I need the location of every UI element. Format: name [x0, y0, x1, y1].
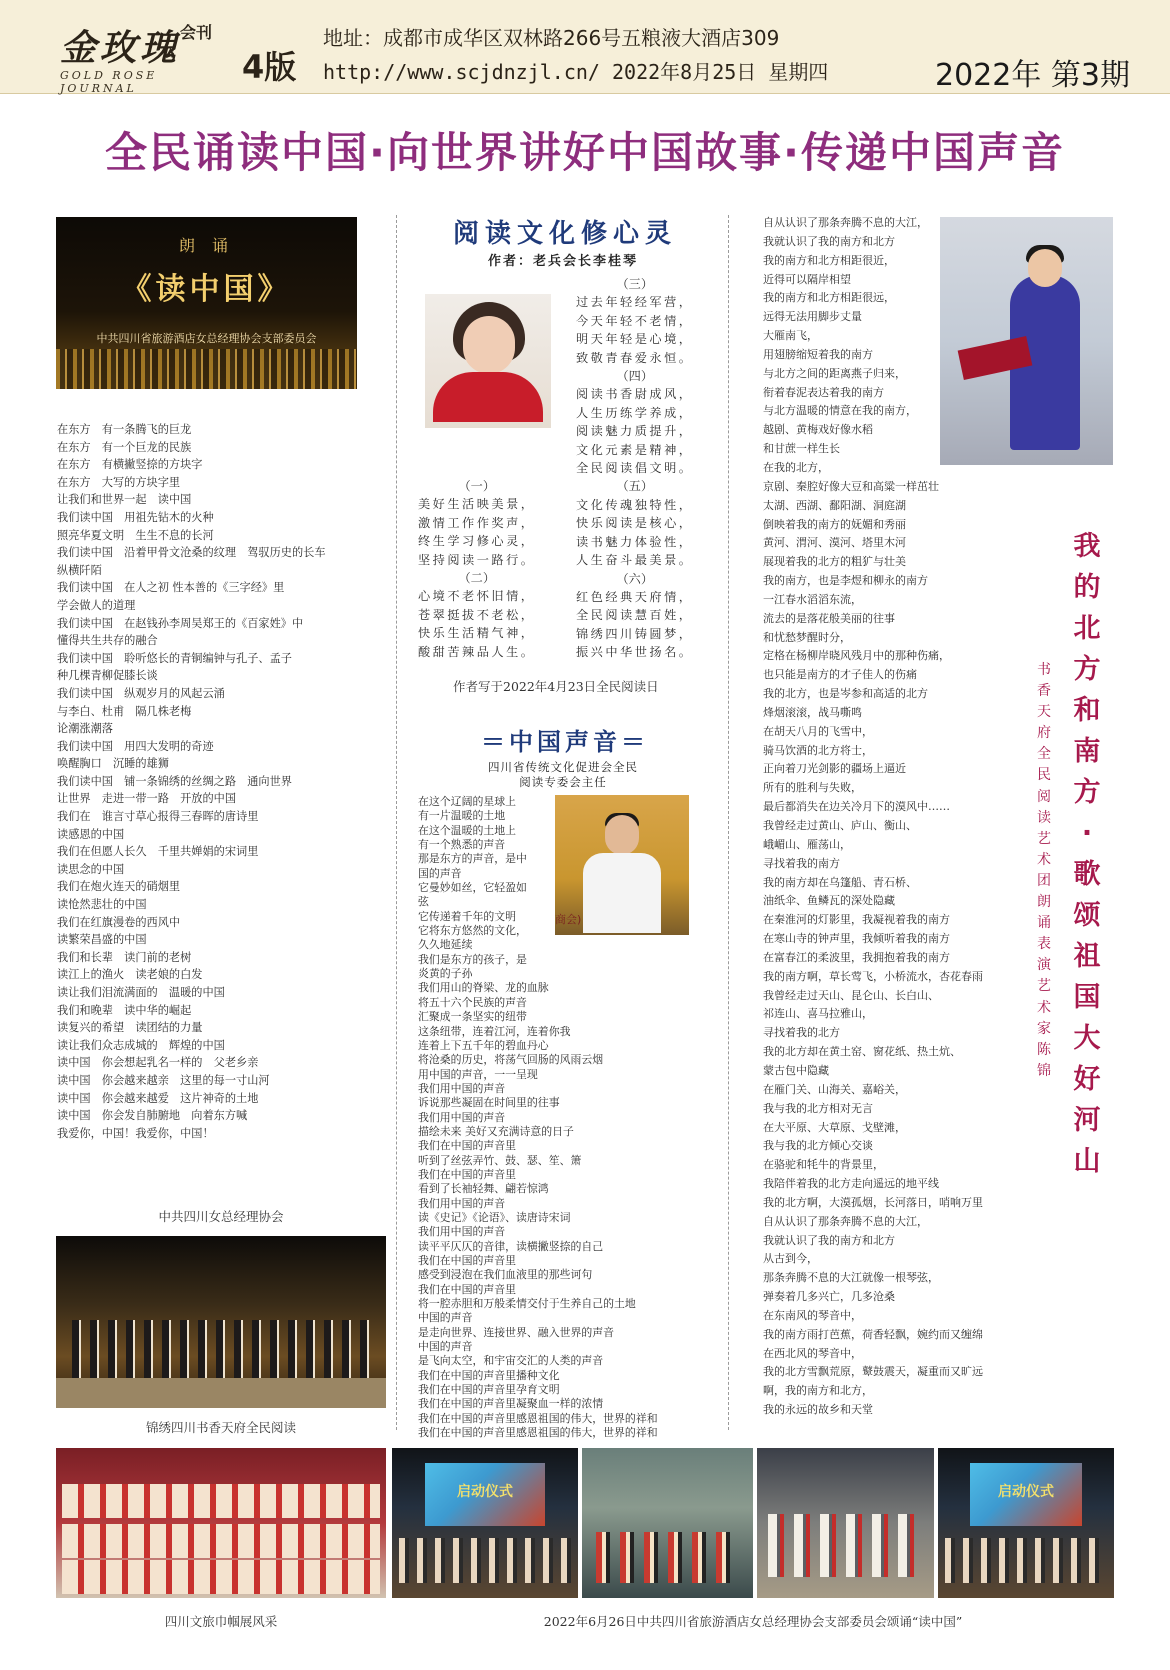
- poem-line: 正向着刀光剑影的疆场上逼近: [763, 762, 906, 776]
- poem-line: 我的南方啊，草长莺飞，小桥流水，杏花春雨: [763, 969, 983, 983]
- poem-line: 在大平原、大草原、戈壁滩，: [763, 1120, 906, 1134]
- left-signature: 中共四川女总经理协会: [158, 1209, 284, 1224]
- poem-line: 我的南方雨打芭蕉，荷香轻飘，婉约而又缠绵: [763, 1327, 983, 1341]
- china-voice-poem: [418, 795, 718, 1440]
- ceremony-photo-2: [582, 1448, 753, 1598]
- ceremony-screen-text-1: 启动仪式: [457, 1484, 513, 1500]
- bottom-caption-right: 2022年6月26日中共四川省旅游酒店女总经理协会支部委员会颂诵“读中国”: [543, 1614, 963, 1629]
- poem-line: 与北方之间的距离燕子归来，: [763, 366, 906, 380]
- poem-line: 中国的声音: [418, 1311, 473, 1325]
- poem-line: 有一片温暖的土地: [418, 809, 506, 823]
- poem-line: 在东南风的琴音中，: [763, 1308, 862, 1322]
- vertical-poem-title: [1069, 526, 1105, 1182]
- poster-line-1: 朗 诵: [178, 236, 235, 255]
- china-voice-byline: [458, 760, 668, 790]
- poem-line: 我们读中国 沿着甲骨文沧桑的纹理 驾驭历史的长车: [57, 546, 326, 560]
- poem-line: 读让我们众志成城的 辉煌的中国: [57, 1038, 225, 1052]
- poem-line: 快乐生活精气神，: [418, 626, 536, 641]
- title-char: 大: [1073, 1023, 1101, 1054]
- poem-line: 致敬青春爱永恒。: [576, 350, 694, 365]
- poem-line: 我曾经走过黄山、庐山、衡山、: [763, 819, 917, 832]
- poem-line: 文化元素是精神，: [576, 442, 694, 457]
- poem-line: 它传递着千年的文明: [418, 909, 517, 923]
- poem-line: 是走向世界、连接世界、融入世界的声音: [418, 1325, 615, 1339]
- address-text: 地址：成都市成华区双林路266号五粮液大酒店309: [323, 26, 780, 50]
- title-char: 我: [1073, 531, 1101, 562]
- ceremony-photo-4: [938, 1448, 1114, 1598]
- poem-line: 我们在中国的声音里: [418, 1167, 517, 1181]
- poem-line: 快乐阅读是核心，: [576, 516, 694, 531]
- poem-line: 远得无法用脚步丈量: [763, 310, 862, 324]
- poem-line: 我们在中国的声音里感恩祖国的伟大，世界的祥和: [418, 1426, 658, 1440]
- poem-line: 懂得共生共存的融合: [57, 634, 158, 648]
- voice-byline-2: 阅读专委会主任: [519, 775, 607, 789]
- poem-line: 我爱你，中国！我爱你，中国！: [57, 1126, 214, 1140]
- ceremony-people-4: [945, 1538, 1107, 1583]
- poem-line: 我的北方，也是岑参和高适的北方: [763, 687, 928, 701]
- credit-char: 全: [1037, 746, 1051, 763]
- poem-line: （六）: [616, 571, 654, 586]
- poem-line: 阅读魅力质提升，: [576, 424, 694, 439]
- poem-line: 读书魅力体验性，: [576, 534, 694, 549]
- poem-line: 和忧愁梦醒时分，: [763, 630, 851, 644]
- poem-line: 我就认识了我的南方和北方: [763, 1233, 895, 1247]
- poem-line: 在寒山寺的钟声里，我倾听着我的南方: [763, 932, 950, 946]
- poem-line: 我们读中国 铺一条锦绣的丝绸之路 通向世界: [57, 774, 292, 788]
- poem-line: 我们用中国的声音: [418, 1196, 506, 1210]
- poem-line: 红色经典天府情，: [576, 589, 694, 604]
- poem-line: 让我们和世界一起 读中国: [57, 493, 192, 507]
- poem-line: 读思念的中国: [57, 862, 125, 876]
- poem-line: 从古到今，: [763, 1252, 818, 1266]
- poem-line: 京剧、秦腔好像大豆和高粱一样茁壮: [763, 479, 939, 493]
- poem-line: 黄河、渭河、漠河、塔里木河: [763, 536, 906, 550]
- author-portrait: [425, 294, 551, 428]
- poem-line: 诉说那些凝固在时间里的往事: [418, 1096, 560, 1110]
- poem-line: 我们和长辈 读门前的老树: [57, 950, 192, 964]
- poster-line-2: 《读中国》: [121, 272, 292, 307]
- credit-char: 天: [1037, 704, 1051, 721]
- poem-line: 越剧、黄梅戏好像水稻: [763, 423, 873, 437]
- journal-logo: [60, 20, 230, 95]
- website-date-text: http://www.scjdnzjl.cn/ 2022年8月25日 星期四: [323, 60, 829, 84]
- poem-line: 我们读中国 在赵钱孙李周吴郑王的《百家姓》中: [57, 616, 304, 630]
- poem-line: 种几棵青柳促膝长谈: [57, 669, 158, 683]
- china-voice-title: ＝中国声音＝: [481, 727, 649, 756]
- title-char: 好: [1073, 1064, 1101, 1095]
- credit-char: 团: [1037, 872, 1051, 889]
- poem-line: 描绘未来 美好又充满诗意的日子: [418, 1124, 574, 1138]
- read-culture-poem-left: [418, 477, 536, 661]
- title-char: 祖: [1073, 941, 1101, 972]
- poem-line: 太湖、西湖、鄱阳湖、洞庭湖: [763, 498, 906, 512]
- poem-line: 在这个温暖的土地上: [418, 823, 517, 837]
- poem-line: （五）: [616, 479, 654, 494]
- poster-line-3: 中共四川省旅游酒店女总经理协会支部委员会: [96, 332, 317, 345]
- vertical-performer-credit: [1036, 660, 1052, 1082]
- voice-byline-1: 四川省传统文化促进会全民: [488, 760, 638, 774]
- poem-line: 这条纽带，连着江河，连着你我: [418, 1024, 571, 1038]
- credit-char: 朗: [1037, 894, 1051, 911]
- title-char: 歌: [1073, 859, 1101, 890]
- column-divider-right: [728, 215, 729, 1430]
- credit-char: 艺: [1037, 978, 1051, 995]
- credit-char: 民: [1037, 767, 1051, 784]
- poem-line: 在我的北方，: [763, 460, 829, 474]
- ceremony-people-3: [768, 1514, 924, 1577]
- poem-line: （二）: [458, 571, 496, 586]
- poem-line: 我就认识了我的南方和北方: [763, 234, 895, 248]
- poem-line: 唤醒胸口 沉睡的雄狮: [57, 757, 169, 771]
- credit-char: 府: [1037, 725, 1051, 742]
- poem-line: 寻找着我的南方: [763, 856, 840, 870]
- poem-line: 美好生活映美景，: [418, 497, 536, 512]
- poem-line: 我们在中国的声音里: [418, 1139, 517, 1153]
- poem-line: 我们用中国的声音: [418, 1110, 506, 1124]
- poem-line: 感受到浸泡在我们血液里的那些诃句: [418, 1268, 593, 1282]
- masthead: [0, 0, 1170, 94]
- portrait-face: [463, 316, 515, 374]
- poem-line: 我们用山的脊梁、龙的血脉: [418, 981, 549, 995]
- logo-en-text: GOLD ROSE JOURNAL: [60, 69, 158, 95]
- portrait-jacket: [433, 372, 543, 422]
- ceremony-screen-text-4: 启动仪式: [998, 1484, 1054, 1500]
- poem-line: 蒙古包中隐藏: [763, 1063, 829, 1077]
- logo-cn-text: 金玫瑰: [60, 27, 181, 69]
- stage-photo-caption: 锦绣四川书香天府全民阅读: [145, 1420, 296, 1435]
- credit-char: 香: [1037, 683, 1051, 700]
- title-char: 的: [1073, 572, 1101, 603]
- choir-row-2: [62, 1524, 380, 1558]
- poem-line: 有一个熟悉的声音: [418, 838, 506, 852]
- poem-line: 我们在红旗漫卷的西风中: [57, 915, 181, 929]
- reciter-photo: [940, 217, 1113, 465]
- poem-line: 我们在中国的声音里: [418, 1282, 517, 1296]
- poem-line: 我们读中国 在人之初 性本善的《三字经》里: [57, 581, 285, 595]
- poem-line: 让世界 走进一带一路 开放的中国: [57, 792, 237, 806]
- poem-line: 用翅膀缩短着我的南方: [763, 347, 873, 361]
- read-culture-author: 作者：老兵会长李桂琴: [487, 254, 638, 269]
- poem-line: 人生历练学养成，: [576, 405, 694, 420]
- poem-line: （三）: [616, 277, 654, 291]
- poem-line: 我的北方啊，大漠孤烟，长河落日，哨响万里: [763, 1195, 983, 1209]
- poem-line: 在骆驼和牦牛的背景里，: [763, 1158, 884, 1172]
- poem-line: 在东方 有一个巨龙的民族: [57, 440, 192, 454]
- bottom-caption-left: 四川文旅巾帼展风采: [164, 1614, 278, 1629]
- title-char: 南: [1073, 736, 1101, 767]
- poem-line: 我们在炮火连天的硝烟里: [57, 880, 181, 894]
- poem-line: 那条奔腾不息的大江就像一根琴弦，: [763, 1271, 939, 1285]
- poem-line: 读感恩的中国: [57, 827, 125, 841]
- poem-line: 祁连山、喜马拉雅山，: [763, 1007, 873, 1021]
- poem-line: 我们读中国 用四大发明的奇迹: [57, 739, 214, 753]
- credit-char: 锦: [1037, 1062, 1051, 1079]
- poem-line: 烽烟滚滚，战马嘶鸣: [763, 705, 862, 719]
- poem-line: 流去的是落花般美丽的往事: [763, 611, 895, 625]
- stage-floor: [56, 1378, 386, 1408]
- poem-line: 我曾经走过天山、昆仑山、长白山、: [763, 988, 939, 1002]
- poem-line: 它曼妙如丝，它轻盈如: [418, 881, 527, 895]
- poem-line: 那是东方的声音，是中: [418, 852, 527, 866]
- poem-line: 展现着我的北方的粗犷与壮美: [763, 555, 906, 569]
- poem-line: 苍翠挺拔不老松，: [418, 607, 536, 622]
- credit-char: 陈: [1037, 1041, 1051, 1058]
- credit-char: 表: [1037, 936, 1051, 953]
- poster-cityscape: [56, 349, 357, 389]
- poem-line: 终生学习修心灵，: [418, 534, 536, 549]
- read-culture-poem-right: [576, 275, 694, 662]
- poem-line: 所有的胜利与失败，: [763, 781, 862, 795]
- page-banner: 全民诵读中国·向世界讲好中国故事·传递中国声音: [105, 128, 1065, 177]
- poem-line: 我们在中国的声音里: [418, 1254, 517, 1267]
- poem-line: 在东方 有横撇竖捺的方块字: [57, 458, 203, 472]
- credit-char: 书: [1037, 662, 1051, 678]
- poem-line: 在东方 有一条腾飞的巨龙: [57, 423, 192, 436]
- poem-line: 我的永远的故乡和天堂: [763, 1403, 873, 1417]
- poem-line: 弦: [418, 895, 429, 909]
- poem-line: 全民阅读倡文明。: [576, 461, 694, 476]
- poem-line: 连着上下五千年的碧血丹心: [418, 1038, 549, 1052]
- title-char: 国: [1073, 982, 1101, 1013]
- poem-line: 我与我的北方倾心交谈: [763, 1139, 873, 1153]
- title-char: 颂: [1073, 900, 1101, 931]
- poem-line: 在富春江的柔波里，我拥抱着我的南方: [763, 950, 950, 964]
- logo-suffix: 会刊: [180, 23, 213, 42]
- poem-line: 我与我的北方相对无言: [763, 1101, 873, 1115]
- poem-line: 在雁门关、山海关、嘉峪关，: [763, 1082, 906, 1096]
- poem-line: 衔着春泥表达着我的南方: [763, 385, 884, 399]
- poem-line: 我们用中国的声音: [418, 1225, 506, 1239]
- poem-line: 学会做人的道理: [57, 598, 136, 612]
- poem-line: （一）: [458, 479, 496, 493]
- title-char: 河: [1073, 1105, 1101, 1136]
- poem-line: 读繁荣昌盛的中国: [57, 933, 147, 947]
- poem-line: 读中国 你会发自肺腑地 向着东方喊: [57, 1109, 248, 1123]
- title-char: 方: [1073, 654, 1101, 685]
- read-culture-title: 阅读文化修心灵: [452, 219, 677, 249]
- poem-line: 一江春水滔滔东流，: [763, 592, 862, 606]
- poem-line: 与李白、杜甫 隔几株老梅: [57, 704, 192, 718]
- poem-line: （四）: [616, 369, 654, 384]
- poem-line: 读让我们泪流满面的 温暖的中国: [57, 986, 225, 999]
- poem-line: 是飞向太空，和宇宙交汇的人类的声音: [418, 1354, 604, 1368]
- choir-row-3: [62, 1560, 380, 1594]
- poem-line: 将五十六个民族的声音: [418, 995, 527, 1009]
- poem-line: 读复兴的希望 读团结的力量: [57, 1021, 203, 1035]
- poem-line: 全民阅读慧百姓，: [576, 608, 694, 623]
- poem-line: 我们和晚辈 读中华的崛起: [57, 1003, 192, 1017]
- poem-line: 汇聚成一条坚实的纽带: [418, 1010, 527, 1024]
- credit-char: 术: [1037, 851, 1051, 868]
- poem-line: 看到了长袖轻舞、翩若惊鸿: [418, 1182, 549, 1196]
- credit-char: 诵: [1037, 915, 1051, 932]
- poem-line: 寻找着我的北方: [763, 1026, 840, 1040]
- poem-line: 我们是东方的孩子，是: [418, 952, 527, 966]
- ceremony-people-2: [596, 1532, 740, 1583]
- poem-line: 我的北方雪飘荒原，鼙鼓震天，凝重而又旷远: [763, 1365, 983, 1379]
- poem-line: 听到了丝弦弄竹、鼓、瑟、笙、箫: [418, 1153, 582, 1167]
- poem-line: 读江上的渔火 读老娘的白发: [57, 968, 203, 982]
- poem-line: 纵横阡陌: [57, 563, 102, 577]
- poem-line: 将沧桑的历史，将荡气回肠的风雨云烟: [418, 1053, 604, 1067]
- poem-line: 坚持阅读一路行。: [418, 552, 536, 567]
- edition-number: 4版: [242, 48, 297, 86]
- poem-line: 读中国 你会想起乳名一样的 父老乡亲: [57, 1056, 259, 1070]
- ceremony-people-1: [399, 1538, 570, 1583]
- poem-line: 和甘蔗一样生长: [763, 442, 840, 456]
- poem-line: 今天年轻不老情，: [576, 313, 694, 328]
- poem-line: 我们在中国的声音里孕育文明: [418, 1383, 560, 1397]
- credit-char: 阅: [1037, 788, 1051, 805]
- poem-line: 我的北方却在黄土窑、窗花纸、热土炕、: [763, 1045, 961, 1059]
- poem-line: 照亮华夏文明 生生不息的长河: [57, 528, 214, 542]
- poem-line: 在西北风的琴音中，: [763, 1346, 862, 1360]
- poem-line: 论潮涨潮落: [57, 722, 113, 736]
- poem-line: 油纸伞、鱼鳞瓦的深处隐藏: [763, 894, 895, 908]
- poem-line: 激情工作作奖声，: [418, 515, 536, 530]
- poem-line: 我们在中国的声音里感恩祖国的伟大，世界的祥和: [418, 1411, 658, 1425]
- issue-number: 2022年 第3期: [935, 58, 1130, 93]
- poem-line: 我们读中国 用祖先钻木的火种: [57, 510, 214, 524]
- poem-line: 在东方 大写的方块字里: [57, 475, 181, 489]
- poem-line: 读平平仄仄的音律，读横撇竖捺的自己: [418, 1239, 604, 1253]
- poem-line: 文化传魂独特性，: [576, 497, 694, 512]
- title-char: 和: [1073, 695, 1101, 726]
- credit-char: 演: [1037, 957, 1051, 974]
- poem-line: 我们用中国的声音: [418, 1081, 506, 1095]
- poem-line: 我们在中国的声音里播种文化: [418, 1368, 560, 1382]
- poem-line: 阅读书香尉成风，: [576, 387, 694, 402]
- poem-line: 振兴中华世扬名。: [576, 645, 694, 660]
- poem-line: 将一腔赤胆和万般柔情交付于生养自己的土地: [418, 1297, 636, 1311]
- credit-char: 读: [1037, 809, 1051, 826]
- poem-line: 在胡天八月的飞雪中，: [763, 724, 873, 738]
- poem-line: 读怆然悲壮的中国: [57, 898, 147, 912]
- read-china-poster: [56, 217, 357, 389]
- ceremony-photo-1: [392, 1448, 578, 1598]
- poem-line: 最后都消失在边关冷月下的漠风中……: [763, 800, 950, 814]
- poem-line: 峨嵋山、雁荡山，: [763, 837, 851, 851]
- poem-line: 我的南方和北方相距很远，: [763, 291, 895, 305]
- poem-line: 我们在 谁言寸草心报得三春晖的唐诗里: [57, 810, 259, 824]
- credit-char: 家: [1037, 1020, 1051, 1037]
- poem-line: 过去年轻经军营，: [576, 295, 694, 310]
- poem-line: 久久地延续: [418, 938, 473, 952]
- poem-line: 啊，我的南方和北方，: [763, 1384, 873, 1398]
- poem-line: 人生奋斗最美景。: [576, 553, 694, 568]
- poem-line: 也只能是南方的才子佳人的伤痛: [763, 668, 917, 682]
- poem-line: 我的南方和北方相距很近，: [763, 253, 895, 267]
- poem-line: 定格在杨柳岸晓风残月中的那种伤痛，: [763, 649, 950, 663]
- poem-line: 倒映着我的南方的妩媚和秀丽: [763, 517, 906, 531]
- poem-line: 在秦淮河的灯影里，我凝视着我的南方: [763, 913, 950, 927]
- column-divider-left: [396, 215, 397, 1430]
- poem-line: 在这个辽阔的星球上: [418, 795, 517, 808]
- title-char: ·: [1081, 818, 1093, 849]
- title-char: 方: [1073, 777, 1101, 808]
- credit-char: 艺: [1037, 830, 1051, 847]
- credit-char: 术: [1037, 999, 1051, 1016]
- reciter-head: [1028, 249, 1062, 287]
- speaker-backdrop-text: 商会): [555, 913, 582, 926]
- poem-line: 我的南方，也是李煜和柳永的南方: [763, 574, 928, 588]
- poem-line: 弹奏着几多兴亡，几多沧桑: [763, 1290, 895, 1304]
- poem-line: 读《史记》《论语》、读唐诗宋词: [418, 1210, 571, 1224]
- poem-line: 读中国 你会越来越爱 这片神奇的土地: [57, 1091, 259, 1105]
- poem-line: 读中国 你会越来越亲 这里的每一寸山河: [57, 1073, 270, 1087]
- poem-line: 与北方温暖的情意在我的南方，: [763, 404, 917, 418]
- poem-line: 我们在但愿人长久 千里共婵娟的宋词里: [57, 845, 259, 859]
- choir-photo: [56, 1448, 386, 1598]
- poem-line: 锦绣四川铸圆梦，: [576, 626, 694, 641]
- ceremony-photo-3: [757, 1448, 934, 1598]
- poem-line: 它将东方悠然的文化，: [418, 924, 527, 938]
- poem-line: 中国的声音: [418, 1340, 473, 1354]
- poem-line: 近得可以隔岸相望: [763, 272, 851, 286]
- poem-line: 我们读中国 聆听悠长的青铜编钟与孔子、孟子: [57, 651, 292, 665]
- poem-line: 骑马饮酒的北方将士，: [763, 743, 873, 757]
- poem-line: 自从认识了那条奔腾不息的大江，: [763, 1214, 928, 1228]
- poem-line: 心境不老怀旧情，: [418, 589, 536, 604]
- stage-performers: [72, 1320, 370, 1378]
- title-char: 北: [1073, 613, 1101, 644]
- read-china-poem: [57, 421, 392, 1142]
- poem-line: 国的声音: [418, 866, 462, 880]
- title-char: 山: [1073, 1146, 1101, 1177]
- poem-line: 我的南方却在乌篷船、青石桥、: [763, 875, 917, 889]
- poem-line: 我们读中国 纵观岁月的风起云涌: [57, 686, 225, 700]
- poem-line: 我陪伴着我的北方走向遥远的地平线: [763, 1177, 939, 1191]
- poem-line: 用中国的声音，一一呈现: [418, 1067, 538, 1081]
- poem-line: 自从认识了那条奔腾不息的大江，: [763, 216, 928, 229]
- poem-line: 我们在中国的声音里凝聚血一样的浓情: [418, 1397, 604, 1411]
- poem-line: 炎黄的子孙: [418, 967, 473, 981]
- choir-row-1: [62, 1484, 380, 1518]
- poem-line: 大雁南飞，: [763, 329, 818, 343]
- poem-date-sign: 作者写于2022年4月23日全民阅读日: [453, 679, 659, 694]
- poem-line: 明天年轻是心境，: [576, 332, 694, 347]
- stage-group-photo: [56, 1236, 386, 1408]
- poem-line: 酸甜苦辣品人生。: [418, 644, 536, 659]
